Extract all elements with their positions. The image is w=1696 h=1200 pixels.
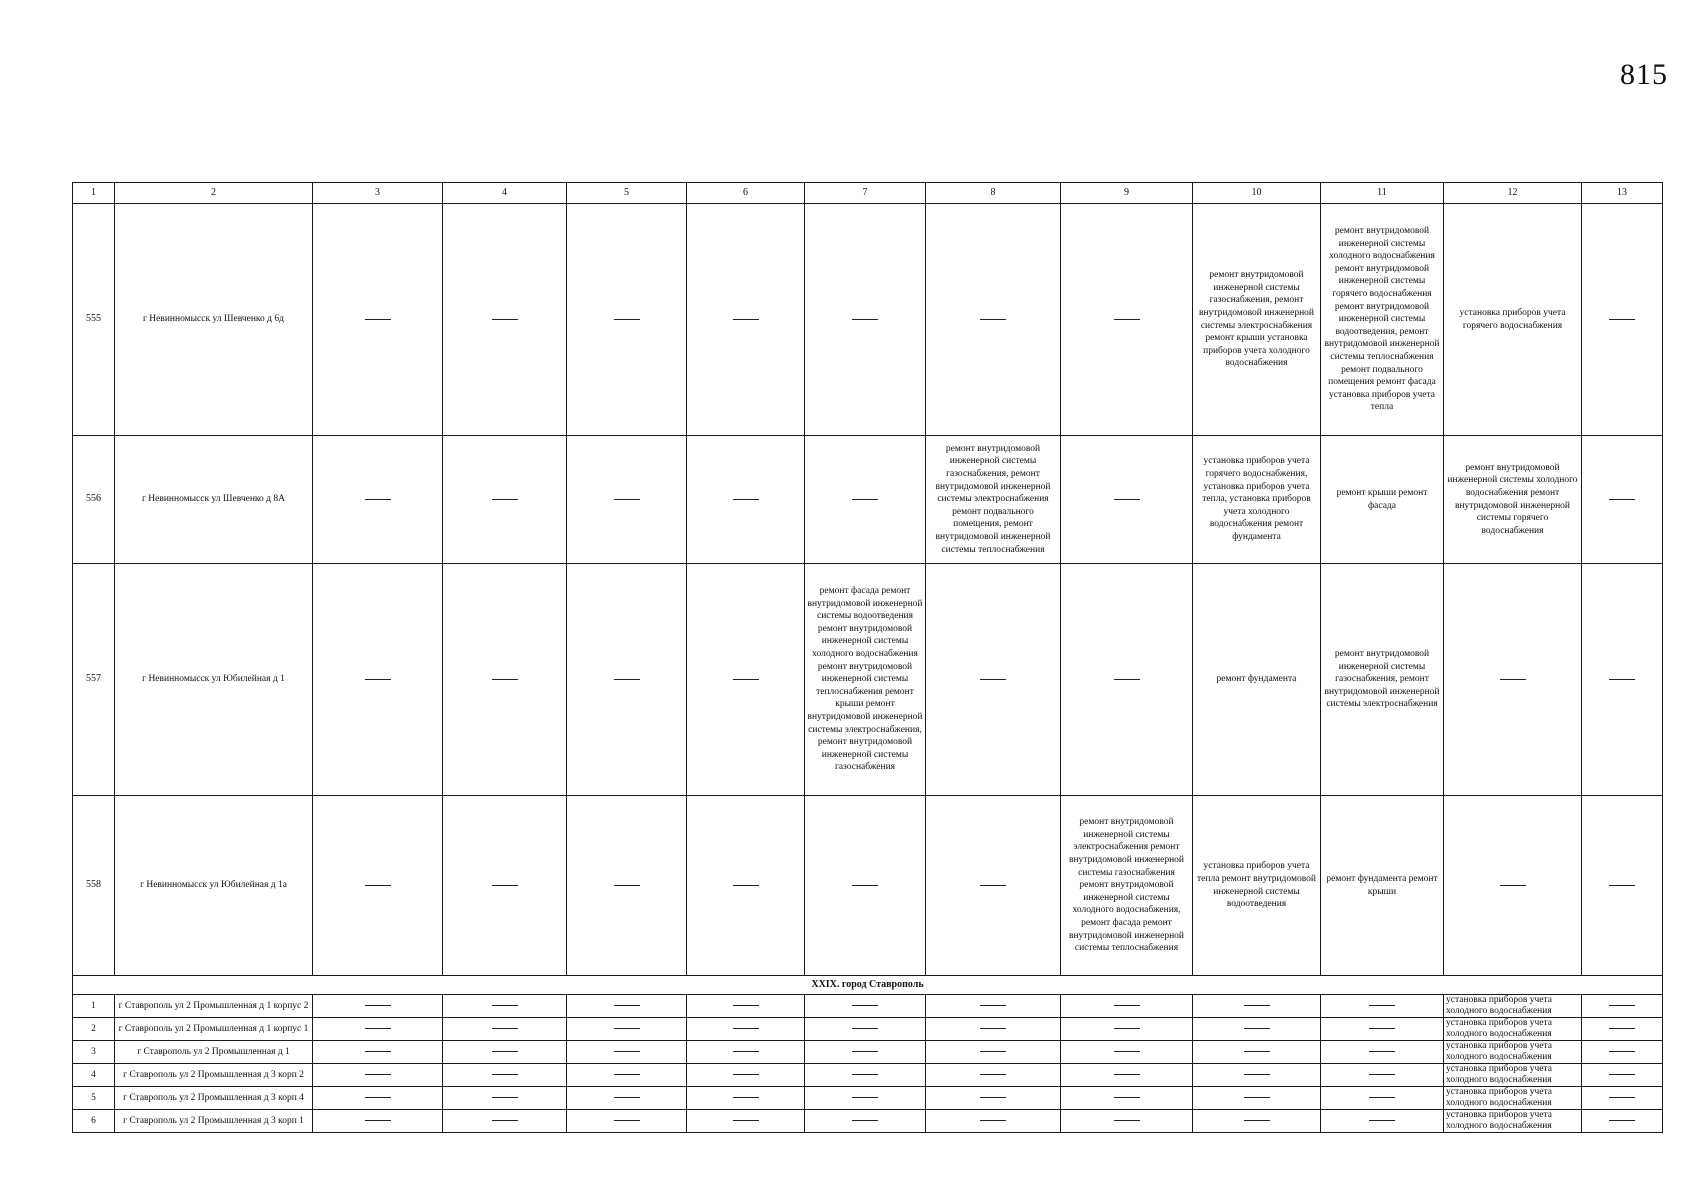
empty-cell [1193,1087,1321,1110]
dash-mark [1114,499,1140,500]
empty-cell [687,436,805,564]
dash-mark [852,319,878,320]
column-header: 7 [805,183,926,204]
empty-cell [1582,1064,1663,1087]
empty-cell [443,564,567,796]
empty-cell [567,1087,687,1110]
work-cell: ремонт внутридомовой инженерной системы холодного водоснабжения ремонт внутридомовой инженерной системы горячего водоснабжения ремонт внутридомовой инженерной системы водоотведения, ремонт внутридомовой инженерной системы теплоснабжения ремонт подвального помещения ремонт фасада установка приборов учета тепла [1321,204,1444,436]
dash-mark [365,885,391,886]
dash-mark [1609,1120,1635,1121]
row-address: г Ставрополь ул 2 Промышленная д 3 корп 4 [115,1087,313,1110]
empty-cell [687,1110,805,1133]
column-header: 4 [443,183,567,204]
empty-cell [313,1087,443,1110]
row-address: г Невинномысск ул Шевченко д 6д [115,204,313,436]
work-cell: установка приборов учета холодного водоснабжения [1444,1087,1582,1110]
dash-mark [492,1074,518,1075]
dash-mark [614,1005,640,1006]
empty-cell [687,1018,805,1041]
empty-cell [443,1110,567,1133]
row-number: 558 [73,796,115,976]
dash-mark [980,1005,1006,1006]
table-row [73,995,1663,1018]
dash-mark [733,1051,759,1052]
work-cell: ремонт внутридомовой инженерной системы холодного водоснабжения ремонт внутридомовой инженерной системы горячего водоснабжения [1444,436,1582,564]
empty-cell [1321,1087,1444,1110]
empty-cell [687,1087,805,1110]
dash-mark [1369,1005,1395,1006]
row-number: 557 [73,564,115,796]
empty-cell [926,564,1061,796]
dash-mark [614,679,640,680]
empty-cell [1061,1087,1193,1110]
dash-mark [492,1028,518,1029]
dash-mark [1609,1074,1635,1075]
empty-cell [313,204,443,436]
empty-cell [687,796,805,976]
dash-mark [365,499,391,500]
dash-mark [733,319,759,320]
dash-mark [614,1097,640,1098]
dash-mark [1244,1097,1270,1098]
row-address: г Ставрополь ул 2 Промышленная д 3 корп 1 [115,1110,313,1133]
empty-cell [1193,1110,1321,1133]
table-row [73,564,1663,796]
empty-cell [926,995,1061,1018]
empty-cell [1193,1064,1321,1087]
dash-mark [614,885,640,886]
empty-cell [313,796,443,976]
dash-mark [852,1028,878,1029]
dash-mark [365,1051,391,1052]
work-cell: ремонт фундамента ремонт крыши [1321,796,1444,976]
dash-mark [1369,1097,1395,1098]
dash-mark [1244,1074,1270,1075]
dash-mark [852,1097,878,1098]
dash-mark [980,319,1006,320]
column-header: 10 [1193,183,1321,204]
empty-cell [567,995,687,1018]
dash-mark [852,1051,878,1052]
empty-cell [1582,204,1663,436]
dash-mark [733,1120,759,1121]
dash-mark [1114,1074,1140,1075]
column-header: 6 [687,183,805,204]
empty-cell [805,796,926,976]
dash-mark [1500,679,1526,680]
row-address: г Невинномысск ул Юбилейная д 1а [115,796,313,976]
column-header: 9 [1061,183,1193,204]
work-cell: ремонт внутридомовой инженерной системы газоснабжения, ремонт внутридомовой инженерной системы электроснабжения [1321,564,1444,796]
empty-cell [313,1018,443,1041]
empty-cell [1321,1018,1444,1041]
row-address: г Ставрополь ул 2 Промышленная д 3 корп 2 [115,1064,313,1087]
dash-mark [733,885,759,886]
row-number: 5 [73,1087,115,1110]
dash-mark [492,499,518,500]
dash-mark [1244,1028,1270,1029]
empty-cell [1582,1018,1663,1041]
empty-cell [1582,1110,1663,1133]
empty-cell [1582,436,1663,564]
empty-cell [567,1041,687,1064]
dash-mark [614,499,640,500]
dash-mark [492,885,518,886]
empty-cell [1061,436,1193,564]
empty-cell [687,995,805,1018]
dash-mark [980,1028,1006,1029]
column-header: 13 [1582,183,1663,204]
row-address: г Невинномысск ул Шевченко д 8А [115,436,313,564]
dash-mark [1369,1074,1395,1075]
empty-cell [443,1041,567,1064]
empty-cell [443,204,567,436]
column-header: 3 [313,183,443,204]
empty-cell [926,1018,1061,1041]
dash-mark [733,1097,759,1098]
empty-cell [805,204,926,436]
empty-cell [805,1018,926,1041]
row-number: 1 [73,995,115,1018]
empty-cell [313,436,443,564]
dash-mark [1369,1120,1395,1121]
dash-mark [980,1120,1006,1121]
empty-cell [1582,564,1663,796]
row-number: 6 [73,1110,115,1133]
dash-mark [1609,679,1635,680]
table-row [73,796,1663,976]
empty-cell [443,1018,567,1041]
dash-mark [1609,319,1635,320]
empty-cell [443,995,567,1018]
empty-cell [1582,1041,1663,1064]
column-header: 11 [1321,183,1444,204]
dash-mark [492,319,518,320]
dash-mark [492,1051,518,1052]
page-number: 815 [1620,58,1668,91]
empty-cell [926,796,1061,976]
table-row [73,1110,1663,1133]
dash-mark [1369,1028,1395,1029]
dash-mark [1114,1005,1140,1006]
empty-cell [926,1110,1061,1133]
dash-mark [852,499,878,500]
empty-cell [1321,995,1444,1018]
empty-cell [1193,995,1321,1018]
dash-mark [492,1097,518,1098]
empty-cell [1321,1041,1444,1064]
empty-cell [443,1087,567,1110]
row-address: г Ставрополь ул 2 Промышленная д 1 [115,1041,313,1064]
dash-mark [1500,885,1526,886]
dash-mark [1244,1051,1270,1052]
work-cell: ремонт внутридомовой инженерной системы газоснабжения, ремонт внутридомовой инженерной системы электроснабжения ремонт подвального помещения, ремонт внутридомовой инженерной системы теплоснабжения [926,436,1061,564]
dash-mark [852,1120,878,1121]
column-header: 1 [73,183,115,204]
empty-cell [1582,1087,1663,1110]
empty-cell [1321,1110,1444,1133]
empty-cell [926,1041,1061,1064]
dash-mark [980,885,1006,886]
empty-cell [1582,995,1663,1018]
empty-cell [1061,564,1193,796]
empty-cell [313,1110,443,1133]
empty-cell [567,1018,687,1041]
work-cell: установка приборов учета холодного водоснабжения [1444,1018,1582,1041]
empty-cell [1061,1110,1193,1133]
empty-cell [1061,204,1193,436]
work-cell: ремонт фундамента [1193,564,1321,796]
row-address: г Ставрополь ул 2 Промышленная д 1 корпус 2 [115,995,313,1018]
dash-mark [1114,1051,1140,1052]
empty-cell [443,436,567,564]
section-header-row [73,976,1663,995]
empty-cell [805,995,926,1018]
empty-cell [805,1087,926,1110]
empty-cell [805,1064,926,1087]
empty-cell [567,1064,687,1087]
empty-cell [805,1110,926,1133]
dash-mark [614,1074,640,1075]
dash-mark [980,1051,1006,1052]
work-cell: установка приборов учета горячего водоснабжения, установка приборов учета тепла, установка приборов учета холодного водоснабжения ремонт фундамента [1193,436,1321,564]
row-number: 556 [73,436,115,564]
table-row [73,1041,1663,1064]
dash-mark [733,1028,759,1029]
dash-mark [1114,679,1140,680]
row-number: 2 [73,1018,115,1041]
dash-mark [1369,1051,1395,1052]
row-number: 555 [73,204,115,436]
dash-mark [1114,1120,1140,1121]
dash-mark [980,1074,1006,1075]
dash-mark [733,1074,759,1075]
empty-cell [1321,1064,1444,1087]
dash-mark [733,679,759,680]
column-header: 12 [1444,183,1582,204]
row-address: г Невинномысск ул Юбилейная д 1 [115,564,313,796]
empty-cell [1061,995,1193,1018]
empty-cell [567,564,687,796]
work-cell: установка приборов учета холодного водоснабжения [1444,995,1582,1018]
empty-cell [567,436,687,564]
table-row [73,1018,1663,1041]
empty-cell [567,1110,687,1133]
dash-mark [492,1120,518,1121]
dash-mark [365,1097,391,1098]
empty-cell [805,436,926,564]
dash-mark [852,1074,878,1075]
work-cell: установка приборов учета холодного водоснабжения [1444,1110,1582,1133]
dash-mark [1609,1005,1635,1006]
empty-cell [567,204,687,436]
dash-mark [1114,1097,1140,1098]
empty-cell [926,1087,1061,1110]
dash-mark [614,1028,640,1029]
column-header: 8 [926,183,1061,204]
dash-mark [492,1005,518,1006]
empty-cell [313,995,443,1018]
section-title: XXIX. город Ставрополь [73,976,1663,995]
row-address: г Ставрополь ул 2 Промышленная д 1 корпус 1 [115,1018,313,1041]
dash-mark [733,1005,759,1006]
work-cell: установка приборов учета холодного водоснабжения [1444,1041,1582,1064]
empty-cell [1061,1041,1193,1064]
work-cell: ремонт фасада ремонт внутридомовой инженерной системы водоотведения ремонт внутридомовой инженерной системы холодного водоснабжения ремонт внутридомовой инженерной системы теплоснабжения ремонт крыши ремонт внутридомовой инженерной системы электроснабжения, ремонт внутридомовой инженерной системы газоснабжения [805,564,926,796]
empty-cell [1193,1018,1321,1041]
dash-mark [1244,1005,1270,1006]
capital-repair-table [72,182,1663,1133]
table-row [73,436,1663,564]
empty-cell [1061,1064,1193,1087]
row-number: 4 [73,1064,115,1087]
row-number: 3 [73,1041,115,1064]
dash-mark [614,319,640,320]
table-row [73,204,1663,436]
work-cell: ремонт крыши ремонт фасада [1321,436,1444,564]
empty-cell [313,564,443,796]
work-cell: ремонт внутридомовой инженерной системы электроснабжения ремонт внутридомовой инженерной системы газоснабжения ремонт внутридомовой инженерной системы холодного водоснабжения, ремонт фасада ремонт внутридомовой инженерной системы теплоснабжения [1061,796,1193,976]
dash-mark [733,499,759,500]
empty-cell [1061,1018,1193,1041]
empty-cell [926,1064,1061,1087]
empty-cell [1193,1041,1321,1064]
table-row [73,1087,1663,1110]
dash-mark [980,679,1006,680]
empty-cell [687,564,805,796]
dash-mark [365,1028,391,1029]
empty-cell [687,1041,805,1064]
dash-mark [365,1074,391,1075]
dash-mark [1114,1028,1140,1029]
dash-mark [614,1051,640,1052]
empty-cell [567,796,687,976]
empty-cell [687,204,805,436]
work-cell: ремонт внутридомовой инженерной системы газоснабжения, ремонт внутридомовой инженерной системы электроснабжения ремонт крыши установка приборов учета холодного водоснабжения [1193,204,1321,436]
empty-cell [1444,796,1582,976]
empty-cell [805,1041,926,1064]
empty-cell [313,1041,443,1064]
dash-mark [1609,1051,1635,1052]
dash-mark [365,319,391,320]
dash-mark [1609,885,1635,886]
work-cell: установка приборов учета холодного водоснабжения [1444,1064,1582,1087]
column-number-row [73,183,1663,204]
dash-mark [852,885,878,886]
dash-mark [614,1120,640,1121]
dash-mark [365,1120,391,1121]
dash-mark [1609,1097,1635,1098]
table-row [73,1064,1663,1087]
empty-cell [443,1064,567,1087]
column-header: 5 [567,183,687,204]
empty-cell [1444,564,1582,796]
dash-mark [1609,1028,1635,1029]
dash-mark [1609,499,1635,500]
work-cell: установка приборов учета горячего водоснабжения [1444,204,1582,436]
dash-mark [492,679,518,680]
work-cell: установка приборов учета тепла ремонт внутридомовой инженерной системы водоотведения [1193,796,1321,976]
dash-mark [1244,1120,1270,1121]
empty-cell [1582,796,1663,976]
empty-cell [687,1064,805,1087]
dash-mark [1114,319,1140,320]
empty-cell [313,1064,443,1087]
dash-mark [980,1097,1006,1098]
column-header: 2 [115,183,313,204]
dash-mark [852,1005,878,1006]
dash-mark [365,1005,391,1006]
dash-mark [365,679,391,680]
empty-cell [443,796,567,976]
empty-cell [926,204,1061,436]
